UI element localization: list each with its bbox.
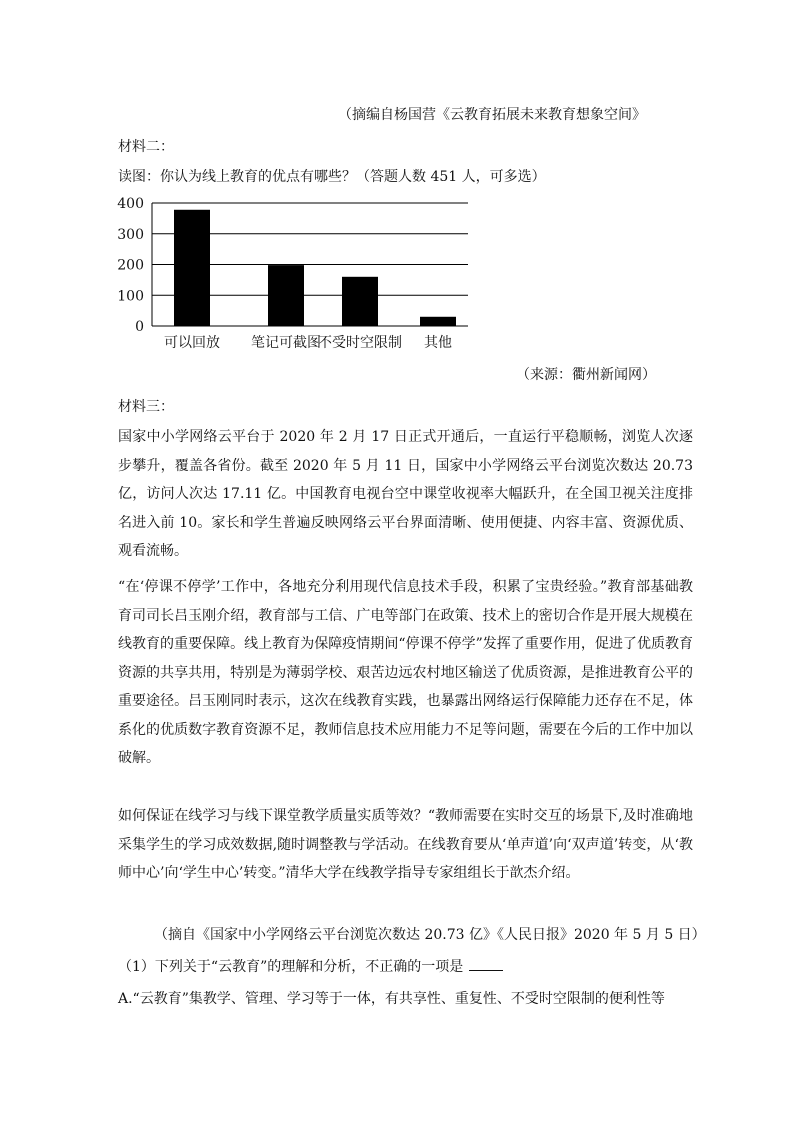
option-a: A.“云教育”集教学、管理、学习等于一体，有共享性、重复性、不受时空限制的便利性等	[118, 991, 665, 1007]
paragraph-2: “在‘停课不停学’工作中，各地充分利用现代信息技术手段，积累了宝贵经验。”教育部基础教育司司长吕玉刚介绍，教育部与工信、广电等部门在政策、技术上的密切合作是开展大规模在线教育的重要保障。线上教育为保障疫情期间“停课不停学”发挥了重要作用，促进了优质教育资源的共享共用，特别是为薄弱学校、艰苦边远农村地区输送了优质资源，是推进教育公平的重要途径。吕玉刚同时表示，这次在线教育实践，也暴露出网络运行保障能力还存在不足，体系化的优质数字教育资源不足，教师信息技术应用能力不足等问题，需要在今后的工作中加以破解。	[118, 579, 693, 766]
paragraph-3: 如何保证在线学习与线下课堂教学质量实质等效？“教师需要在实时交互的场景下,及时准确地采集学生的学习成效数据,随时调整教与学活动。在线教育要从‘单声道’向‘双声道’转变，从‘教师中心’向‘学生中心’转变。”清华大学在线教学指导专家组组长于歆杰介绍。	[118, 808, 693, 881]
y-tick-label: 200	[117, 257, 144, 274]
source-note-1: （摘编自杨国营《云教育拓展未来教育想象空间》	[338, 107, 646, 123]
bar-chart	[110, 193, 470, 353]
material-2-label: 材料二：	[118, 139, 174, 155]
y-tick-label: 300	[117, 226, 144, 243]
question-1-text: （1）下列关于“云教育”的理解和分析，不正确的一项是	[118, 959, 464, 975]
bar	[268, 265, 304, 326]
question-1	[118, 956, 503, 976]
y-tick-label: 400	[117, 196, 144, 212]
bar	[342, 277, 378, 326]
y-tick-label: 100	[117, 288, 144, 305]
source-note-2: （来源：衢州新闻网）	[516, 367, 656, 383]
answer-blank	[469, 956, 503, 971]
y-tick-label: 0	[135, 319, 144, 335]
x-tick-label: 其他	[424, 335, 452, 351]
bar	[420, 317, 456, 326]
x-tick-label: 可以回放	[164, 335, 220, 351]
material-3-label: 材料三：	[118, 399, 174, 415]
paragraph-1: 国家中小学网络云平台于 2020 年 2 月 17 日正式开通后，一直运行平稳顺畅，浏览人次逐步攀升，覆盖各省份。截至 2020 年 5 月 11 日，国家中小学网络云平台浏览次数达 20.73 亿，访问人次达 17.11 亿。中国教育电视台空中课堂收视率大幅跃升，在全国卫视关注度排名进入前 10。家长和学生普遍反映网络云平台界面清晰、使用便捷、内容丰富、资源优质、观看流畅。	[118, 429, 693, 559]
x-tick-label: 不受时空限制	[318, 335, 402, 351]
chart-question: 读图：你认为线上教育的优点有哪些？（答题人数 451 人，可多选）	[118, 169, 546, 185]
citation: （摘自《国家中小学网络云平台浏览次数达 20.73 亿》《人民日报》2020 年 5 月 5 日）	[154, 927, 706, 943]
x-tick-label: 笔记可截图	[251, 335, 321, 351]
bar	[174, 210, 210, 326]
